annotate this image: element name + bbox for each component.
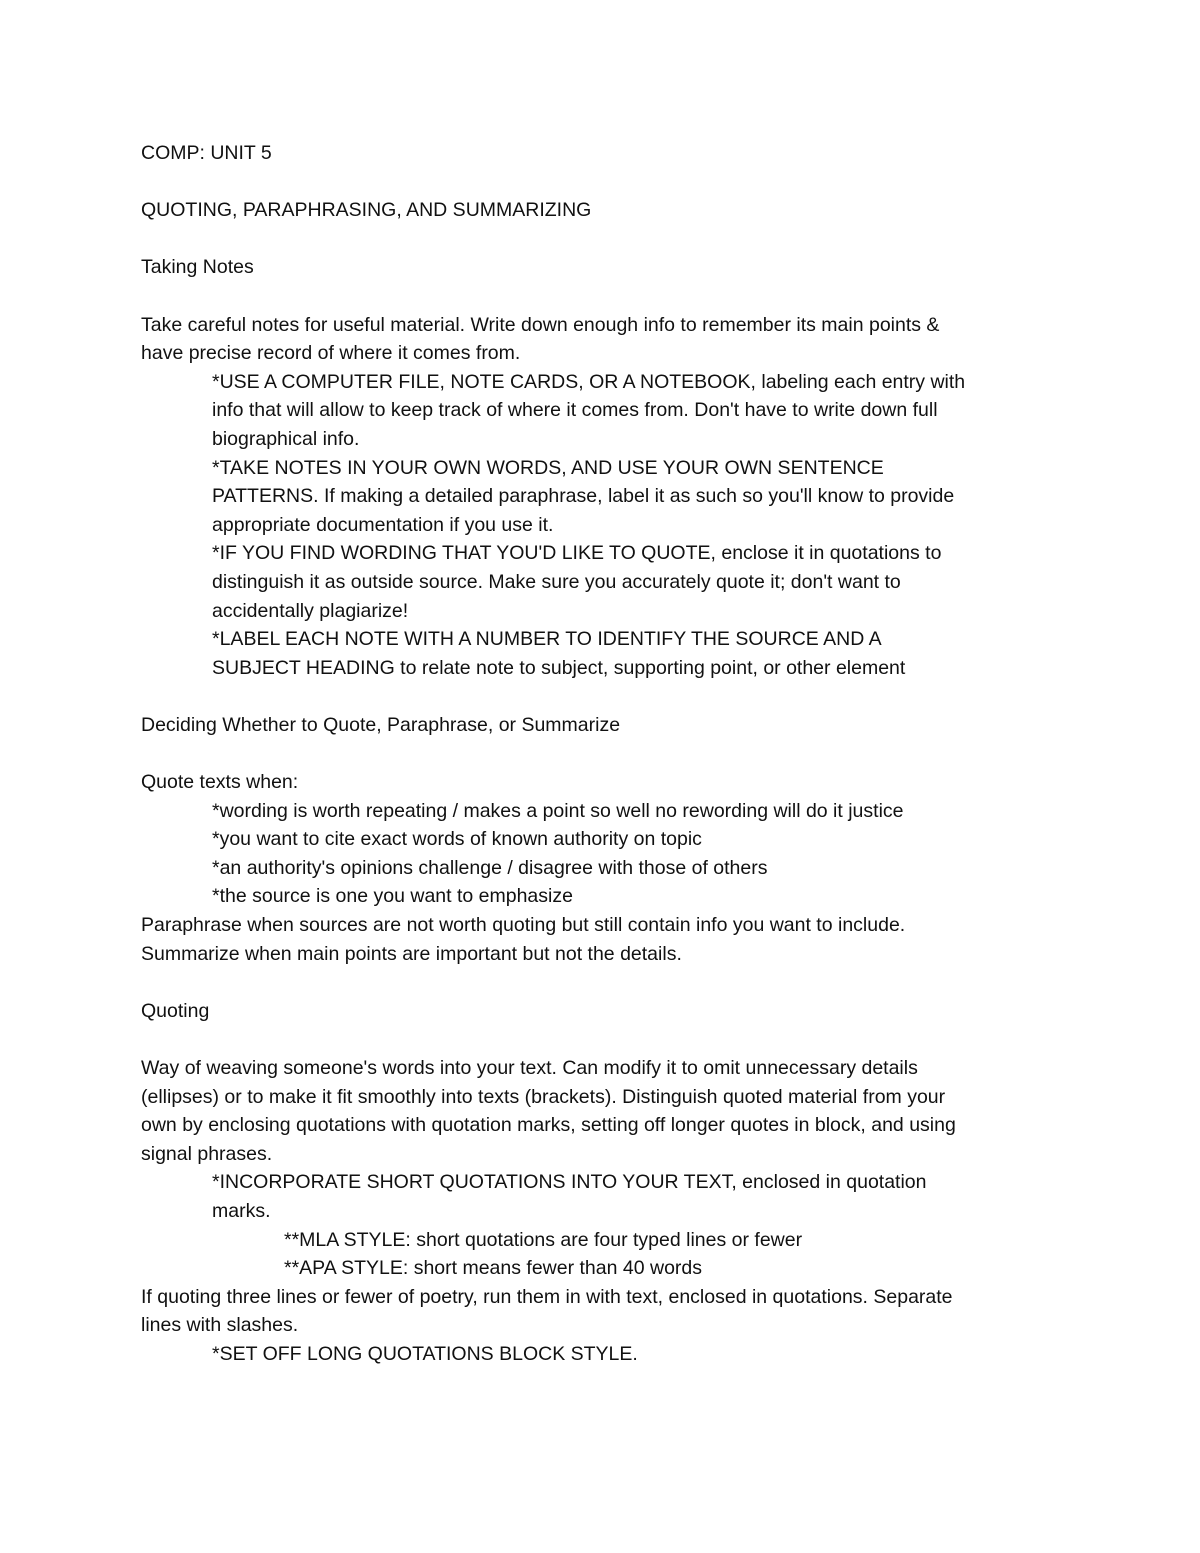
document-subtitle: QUOTING, PARAPHRASING, AND SUMMARIZING: [141, 199, 592, 222]
note-bullet-line: *IF YOU FIND WORDING THAT YOU'D LIKE TO QUOTE, enclose it in quotations to: [212, 542, 942, 565]
quote-reason-line: *the source is one you want to emphasize: [212, 885, 573, 908]
quoting-paragraph-line: (ellipses) or to make it fit smoothly into texts (brackets). Distinguish quoted material from your: [141, 1085, 946, 1108]
quote-reason-line: *an authority's opinions challenge / disagree with those of others: [212, 856, 768, 879]
quoting-paragraph-line: Way of weaving someone's words into your text. Can modify it to omit unnecessary details: [141, 1057, 918, 1079]
summarize-line: Summarize when main points are important but not the details.: [141, 942, 682, 965]
blank-line: [141, 739, 1071, 768]
poetry-line: If quoting three lines or fewer of poetry, run them in with text, enclosed in quotations. Separate: [141, 1285, 953, 1308]
note-bullet-line: biographical info.: [212, 427, 360, 450]
note-bullet-line: accidentally plagiarize!: [212, 599, 409, 622]
blank-line: [141, 1025, 1071, 1054]
document-title: COMP: UNIT 5: [141, 142, 272, 164]
blank-line: [141, 968, 1071, 997]
note-bullet-line: distinguish it as outside source. Make sure you accurately quote it; don't want to: [212, 570, 901, 593]
blank-line: [141, 282, 1071, 311]
note-bullet-line: *TAKE NOTES IN YOUR OWN WORDS, AND USE YOUR OWN SENTENCE: [212, 456, 884, 479]
quote-reason-line: *you want to cite exact words of known authority on topic: [212, 828, 702, 851]
block-style-bullet: *SET OFF LONG QUOTATIONS BLOCK STYLE.: [212, 1342, 638, 1365]
poetry-line: lines with slashes.: [141, 1314, 299, 1337]
note-bullet-line: SUBJECT HEADING to relate note to subject, supporting point, or other element: [212, 656, 906, 679]
paraphrase-line: Paraphrase when sources are not worth quoting but still contain info you want to include.: [141, 914, 906, 937]
note-bullet-line: *LABEL EACH NOTE WITH A NUMBER TO IDENTIFY THE SOURCE AND A: [212, 628, 882, 651]
note-bullet-line: appropriate documentation if you use it.: [212, 513, 554, 536]
quoting-paragraph-line: signal phrases.: [141, 1142, 273, 1165]
section-heading-quoting: Quoting: [141, 999, 210, 1022]
incorporate-bullet-line: marks.: [212, 1199, 271, 1222]
style-rule-line: **MLA STYLE: short quotations are four typed lines or fewer: [284, 1228, 803, 1251]
blank-line: [141, 682, 1071, 711]
quote-intro: Quote texts when:: [141, 771, 299, 794]
note-bullet-line: PATTERNS. If making a detailed paraphrase, label it as such so you'll know to provide: [212, 485, 955, 508]
blank-line: [141, 168, 1071, 197]
taking-notes-intro-line: have precise record of where it comes from.: [141, 342, 521, 365]
quoting-paragraph-line: own by enclosing quotations with quotation marks, setting off longer quotes in block, and using: [141, 1114, 956, 1137]
document-body: [141, 139, 1071, 1369]
note-bullet-line: *USE A COMPUTER FILE, NOTE CARDS, OR A NOTEBOOK, labeling each entry with: [212, 370, 966, 393]
note-bullet-line: info that will allow to keep track of where it comes from. Don't have to write down full: [212, 399, 938, 422]
incorporate-bullet-line: *INCORPORATE SHORT QUOTATIONS INTO YOUR TEXT, enclosed in quotation: [212, 1171, 927, 1194]
taking-notes-intro-line: Take careful notes for useful material. Write down enough info to remember its main points &: [141, 313, 940, 336]
section-heading-deciding: Deciding Whether to Quote, Paraphrase, or Summarize: [141, 713, 621, 736]
quote-reason-line: *wording is worth repeating / makes a point so well no rewording will do it justice: [212, 799, 904, 822]
style-rule-line: **APA STYLE: short means fewer than 40 words: [284, 1257, 703, 1280]
section-heading-taking-notes: Taking Notes: [141, 256, 254, 279]
blank-line: [141, 225, 1071, 254]
